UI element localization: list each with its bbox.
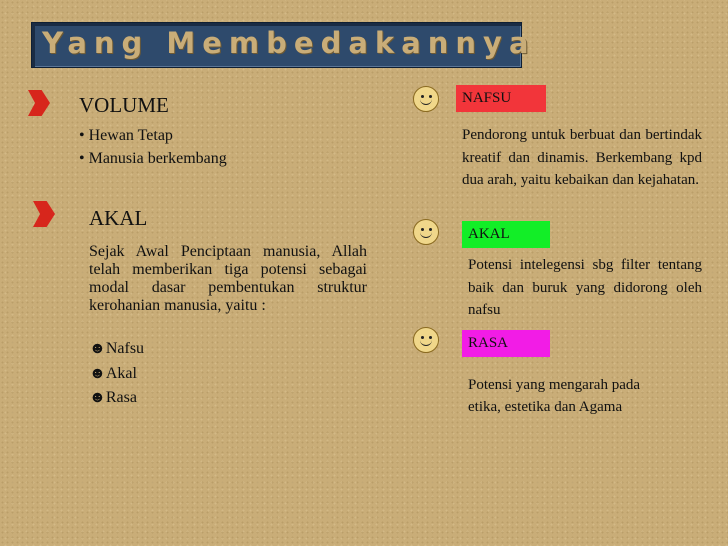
smiley-icon bbox=[413, 219, 439, 245]
akal-heading: AKAL bbox=[89, 206, 148, 230]
nafsu-tag: NAFSU bbox=[456, 85, 546, 112]
smiley-icon bbox=[413, 86, 439, 112]
smiley-icon bbox=[413, 327, 439, 353]
potensi-list bbox=[89, 337, 144, 411]
rasa-tag: RASA bbox=[462, 330, 550, 357]
slide-title: Yang Membedakannya bbox=[42, 26, 536, 60]
rasa-description-line: etika, estetika dan Agama bbox=[468, 399, 623, 415]
volume-list bbox=[79, 124, 227, 170]
akal-tag: AKAL bbox=[462, 221, 550, 248]
akal-paragraph: Sejak Awal Penciptaan manusia, Allah telah memberikan tiga potensi sebagai modal dasar pembentukan struktur kerohanian manusia, yaitu : bbox=[89, 243, 367, 314]
volume-item: • Manusia berkembang bbox=[79, 150, 227, 167]
rasa-description bbox=[468, 374, 640, 418]
arrow-bullet-icon bbox=[33, 201, 55, 227]
potensi-item: ☻Akal bbox=[89, 364, 137, 382]
potensi-item: ☻Rasa bbox=[89, 389, 137, 406]
nafsu-description: Pendorong untuk berbuat dan bertindak kreatif dan dinamis. Berkembang kpd dua arah, yaitu kebaikan dan kejahatan. bbox=[462, 127, 702, 188]
rasa-description-line: Potensi yang mengarah pada bbox=[468, 377, 641, 393]
arrow-bullet-icon bbox=[28, 90, 50, 116]
volume-heading: VOLUME bbox=[79, 93, 169, 117]
title-bar bbox=[31, 22, 536, 68]
akal-description: Potensi intelegensi sbg filter tentang baik dan buruk yang didorong oleh nafsu bbox=[468, 257, 702, 318]
potensi-item: ☻Nafsu bbox=[89, 340, 145, 357]
volume-item: • Hewan Tetap bbox=[79, 127, 173, 144]
